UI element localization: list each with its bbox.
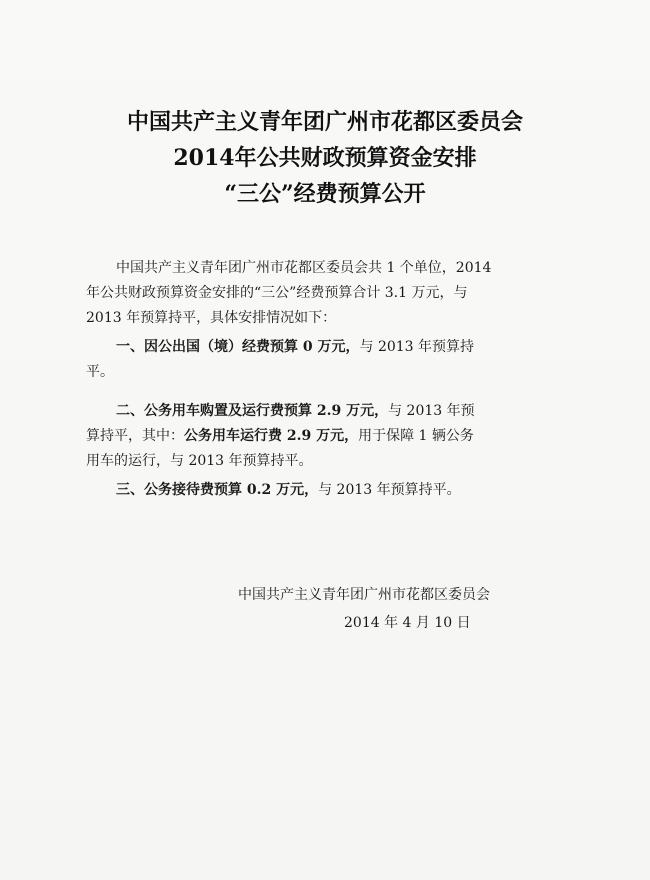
item-1-bold: 一、因公出国（境）经费预算 0 万元，: [116, 339, 360, 355]
item-2: [86, 399, 556, 424]
title-line-1: 中国共产主义青年团广州市花都区委员会: [126, 109, 523, 135]
item-1-line-2: 平。: [86, 364, 114, 380]
intro-line-3: 2013 年预算持平，具体安排情况如下：: [86, 310, 337, 326]
intro-line-2: 年公共财政预算资金安排的“三公”经费预算合计 3.1 万元，与: [86, 285, 468, 301]
item-2-line-2-bold: 公务用车运行费 2.9 万元，: [184, 428, 359, 444]
document-body: [86, 256, 556, 503]
item-2-bold: 二、公务用车购置及运行费预算 2.9 万元，: [116, 403, 389, 419]
signature-org: 中国共产主义青年团广州市花都区委员会: [238, 587, 490, 603]
signature-block: [238, 581, 568, 637]
item-1-rest: 与 2013 年预算持: [359, 339, 475, 355]
item-2-line-3: 用车的运行，与 2013 年预算持平。: [86, 453, 313, 469]
title-line-3: “三公”经费预算公开: [224, 181, 426, 207]
item-3: [86, 478, 556, 503]
item-2-line-2: [86, 424, 556, 449]
item-1: [86, 335, 556, 360]
signature-date: 2014 年 4 月 10 日: [344, 615, 471, 631]
item-2-line-2-a: 算持平，其中：: [86, 428, 184, 444]
item-3-bold: 三、公务接待费预算 0.2 万元，: [116, 482, 319, 498]
item-2-line-2-b: 用于保障 1 辆公务: [358, 428, 474, 444]
item-2-rest: 与 2013 年预: [388, 403, 475, 419]
document-title: [0, 104, 650, 212]
title-line-2: 2014年公共财政预算资金安排: [173, 145, 477, 171]
item-3-rest: 与 2013 年预算持平。: [318, 482, 461, 498]
intro-line-1: 中国共产主义青年团广州市花都区委员会共 1 个单位，2014: [116, 260, 492, 276]
